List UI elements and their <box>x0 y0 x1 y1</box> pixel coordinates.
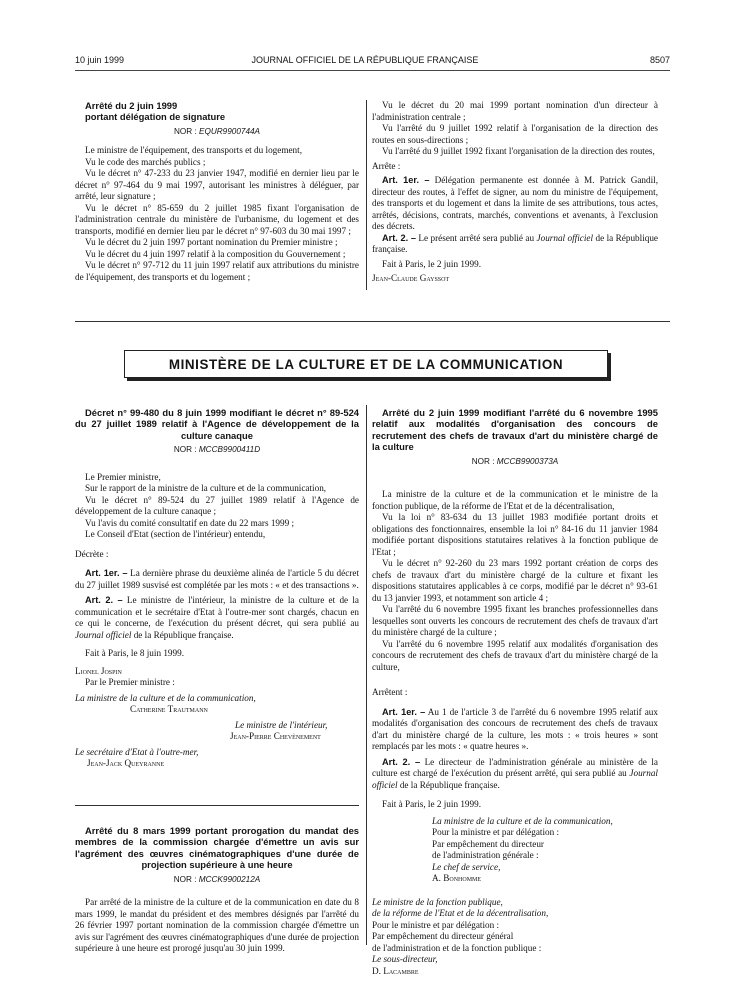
header-rule <box>75 70 670 71</box>
paragraph: Vu le décret n° 85-659 du 2 juillet 1985 fixant l'organisation de l'administration centrale du ministère de l'urbanisme, du logement et des transports, modifié en dernier lieu par le décret n° 97-603 du 30 mai 1997 ; <box>75 202 359 236</box>
signature: D. Lacambre <box>372 965 419 976</box>
paragraph: Vu l'arrêté du 6 novembre 1995 fixant les branches professionnelles dans lesquelles sont ouverts les concours de recrutement des chefs de travaux d'art du ministère chargé de la culture ; <box>372 604 658 638</box>
sig-line: Le ministre de la fonction publique, <box>372 896 503 907</box>
fait-a-paris: Fait à Paris, le 2 juin 1999. <box>382 799 482 810</box>
paragraph: Vu le décret du 4 juin 1997 relatif à la composition du Gouvernement ; <box>85 248 346 259</box>
paragraph: Vu le décret n° 89-524 du 27 juillet 1989 relatif à l'Agence de développement de la culture canaque ; <box>75 494 359 517</box>
arrete-subtitle: portant délégation de signature <box>85 111 226 123</box>
sig-line: Le sous-directeur, <box>372 954 438 965</box>
paragraph: Vu le décret n° 97-712 du 11 juin 1997 relatif aux attributions du ministre de l'équipement, des transports et du logement ; <box>75 260 359 282</box>
signature-block-fonction-publique <box>372 897 658 978</box>
article-1: Art. 1er. – Au 1 de l'article 3 de l'arrêté du 6 novembre 1995 relatif aux modalités d'organisation des concours de recrutement des chefs de travaux d'art du ministère chargé de la culture, les mots : « trois heures » sont remplacés par les mots : « quatre heures ». <box>372 706 658 752</box>
paragraph: Le Conseil d'Etat (section de l'intérieur) entendu, <box>85 529 266 540</box>
paragraph: Vu le décret n° 92-260 du 23 mars 1992 portant création de corps des chefs de travaux d'art du ministère chargé de la culture et fixant les dispositions statutaires applicables à ce corps, modifié par le décret n° 93-61 du 13 janvier 1993, et notamment son article 4 ; <box>372 558 658 603</box>
arrete-title: Arrêté du 8 mars 1999 portant prorogation du mandat des membres de la commission chargée d'émettre un avis sur l'agrément des œuvres cinématographiques d'une durée de projection supérieure à une heure <box>75 825 359 871</box>
signature: A. Bonhomme <box>432 873 482 884</box>
column-divider <box>366 405 367 945</box>
paragraph: Vu l'arrêté du 9 juillet 1992 relatif à l'organisation de la direction des routes en sous-directions ; <box>372 123 658 145</box>
ministre-interieur-title: Le ministre de l'intérieur, <box>235 719 328 730</box>
paragraph: Par arrêté de la ministre de la culture et de la communication en date du 8 mars 1999, le mandat du président et des membres désignés par l'arrêté du 26 février 1997 portant nomination de la commission chargée d'émettre un avis sur l'agrément des œuvres cinématographiques d'une durée de projection supérieure à une heure est prorogé jusqu'au 30 juin 1999. <box>75 897 359 954</box>
article-2: Art. 2. – Le directeur de l'administration générale au ministère de la culture est chargé de l'exécution du présent arrêté, qui sera publié au Journal officiel de la République française. <box>372 756 658 790</box>
sig-line: Par empêchement du directeur <box>432 838 544 849</box>
sig-line: de l'administration générale : <box>432 850 539 861</box>
paragraph: Vu le décret du 2 juin 1997 portant nomination du Premier ministre ; <box>85 237 338 248</box>
paragraph: Le Premier ministre, <box>85 471 161 482</box>
signature-culture: Catherine Trautmann <box>130 704 208 715</box>
paragraph: Vu le code des marchés publics ; <box>85 156 206 167</box>
paragraph: Vu la loi n° 83-634 du 13 juillet 1983 modifiée portant droits et obligations des fonctionnaires, ensemble la loi n° 84-16 du 11 janvier 1984 modifiée portant dispositions statutaires relatives à la fonction publique de l'Etat ; <box>372 512 658 557</box>
paragraph: Sur le rapport de la ministre de la culture et de la communication, <box>85 483 327 494</box>
arrete-title: Arrêté du 2 juin 1999 <box>85 100 178 111</box>
par-le-premier-ministre: Par le Premier ministre : <box>85 677 175 688</box>
header-date: 10 juin 1999 <box>75 55 125 65</box>
signature-block-culture <box>372 816 658 885</box>
header-journal-title: JOURNAL OFFICIEL DE LA RÉPUBLIQUE FRANÇAISE <box>251 55 479 65</box>
paragraph: Vu l'arrêté du 6 novembre 1995 relatif aux modalités d'organisation des concours de recrutement des chefs de travaux d'art du ministère chargé de la culture, <box>372 638 658 672</box>
sig-line: Par empêchement du directeur général <box>372 931 514 942</box>
fait-a-paris: Fait à Paris, le 2 juin 1999. <box>382 258 482 269</box>
decret-title: Décret n° 99-480 du 8 juin 1999 modifiant le décret n° 89-524 du 27 juillet 1989 relatif à l'Agence de développement de la culture canaque <box>75 407 359 441</box>
arrete-title: Arrêté du 2 juin 1999 modifiant l'arrêté du 6 novembre 1995 relatif aux modalités d'organisation des concours de recrutement des chefs de travaux d'art du ministère chargé de la culture <box>372 407 658 453</box>
sig-line: de la réforme de l'Etat et de la décentralisation, <box>372 908 549 919</box>
paragraph: Vu l'avis du comité consultatif en date du 22 mars 1999 ; <box>85 517 295 528</box>
signature: Jean-Claude Gayssot <box>372 273 450 283</box>
decrete-label: Décrète : <box>75 548 109 559</box>
arretent-label: Arrêtent : <box>372 687 408 698</box>
header-page-number: 8507 <box>649 55 670 65</box>
sig-line: La ministre de la culture et de la communication, <box>432 815 613 826</box>
nor-reference: NOR : MCCB9900411D <box>173 445 261 455</box>
arrete-8-mars-1999 <box>75 825 359 955</box>
arrete-delegation-right <box>372 100 658 285</box>
article-2: Art. 2. – Le ministre de l'intérieur, la ministre de la culture et de la communication et le secrétaire d'Etat à l'outre-mer sont chargés, chacun en ce qui le concerne, de l'exécution du présent décret, qui sera publié au Journal officiel de la République française. <box>75 595 360 640</box>
paragraph: Vu l'arrêté du 9 juillet 1992 fixant l'organisation de la direction des routes, <box>382 146 655 156</box>
nor-reference: NOR : EQUR9900744A <box>173 126 261 136</box>
paragraph: La ministre de la culture et de la communication et le ministre de la fonction publique, de la réforme de l'Etat et de la décentralisation, <box>372 489 658 511</box>
sig-line: Pour la ministre et par délégation : <box>432 827 560 838</box>
article-1: Art. 1er. – Délégation permanente est donnée à M. Patrick Gandil, directeur des routes, à l'effet de signer, au nom du ministre de l'équipement, des transports et du logement et dans la limite de ses attributions, tous actes, arrêtés, décisions, contrats, marchés, conventions et avenants, à l'exclusion des décrets. <box>372 175 658 231</box>
nor-reference: NOR : MCCB9900373A <box>471 456 559 466</box>
paragraph: Le ministre de l'équipement, des transports et du logement, <box>85 145 302 156</box>
arrete-label: Arrête : <box>372 160 401 171</box>
ministre-culture-title: La ministre de la culture et de la communication, <box>75 692 256 703</box>
column-divider <box>366 100 367 290</box>
signature-outre-mer: Jean-Jack Queyranne <box>87 758 165 769</box>
decret-99-480 <box>75 407 359 770</box>
arrete-delegation-left <box>75 100 359 283</box>
sig-line: de l'administration et de la fonction publique : <box>372 942 542 953</box>
sig-line: Le chef de service, <box>432 861 501 872</box>
arrete-2-juin-1999-concours <box>372 407 658 977</box>
section-separator <box>75 805 359 806</box>
sig-line: Pour le ministre et par délégation : <box>372 919 500 930</box>
paragraph: Vu le décret du 20 mai 1999 portant nomination d'un directeur à l'administration centrale ; <box>372 100 658 122</box>
article-2: Art. 2. – Le présent arrêté sera publié au Journal officiel de la République française. <box>372 232 659 254</box>
secretaire-outre-mer-title: Le secrétaire d'Etat à l'outre-mer, <box>75 746 199 757</box>
nor-reference: NOR : MCCK9900212A <box>173 874 261 884</box>
fait-a-paris: Fait à Paris, le 8 juin 1999. <box>85 648 185 659</box>
paragraph: Vu le décret n° 47-233 du 23 janvier 1947, modifié en dernier lieu par le décret n° 97-464 du 9 mai 1997, autorisant les ministres à déléguer, par arrêté, leur signature ; <box>75 168 359 202</box>
ministry-heading: MINISTÈRE DE LA CULTURE ET DE LA COMMUNICATION <box>168 357 564 372</box>
article-1: Art. 1er. – La dernière phrase du deuxième alinéa de l'article 5 du décret du 27 juillet 1989 susvisé est complétée par les mots : « et des transactions ». <box>75 568 359 590</box>
ministry-heading-box <box>124 350 608 378</box>
signature-interieur: Jean-Pierre Chevènement <box>230 731 321 742</box>
section-separator <box>75 321 670 322</box>
signature-pm: Lionel Jospin <box>75 665 122 676</box>
